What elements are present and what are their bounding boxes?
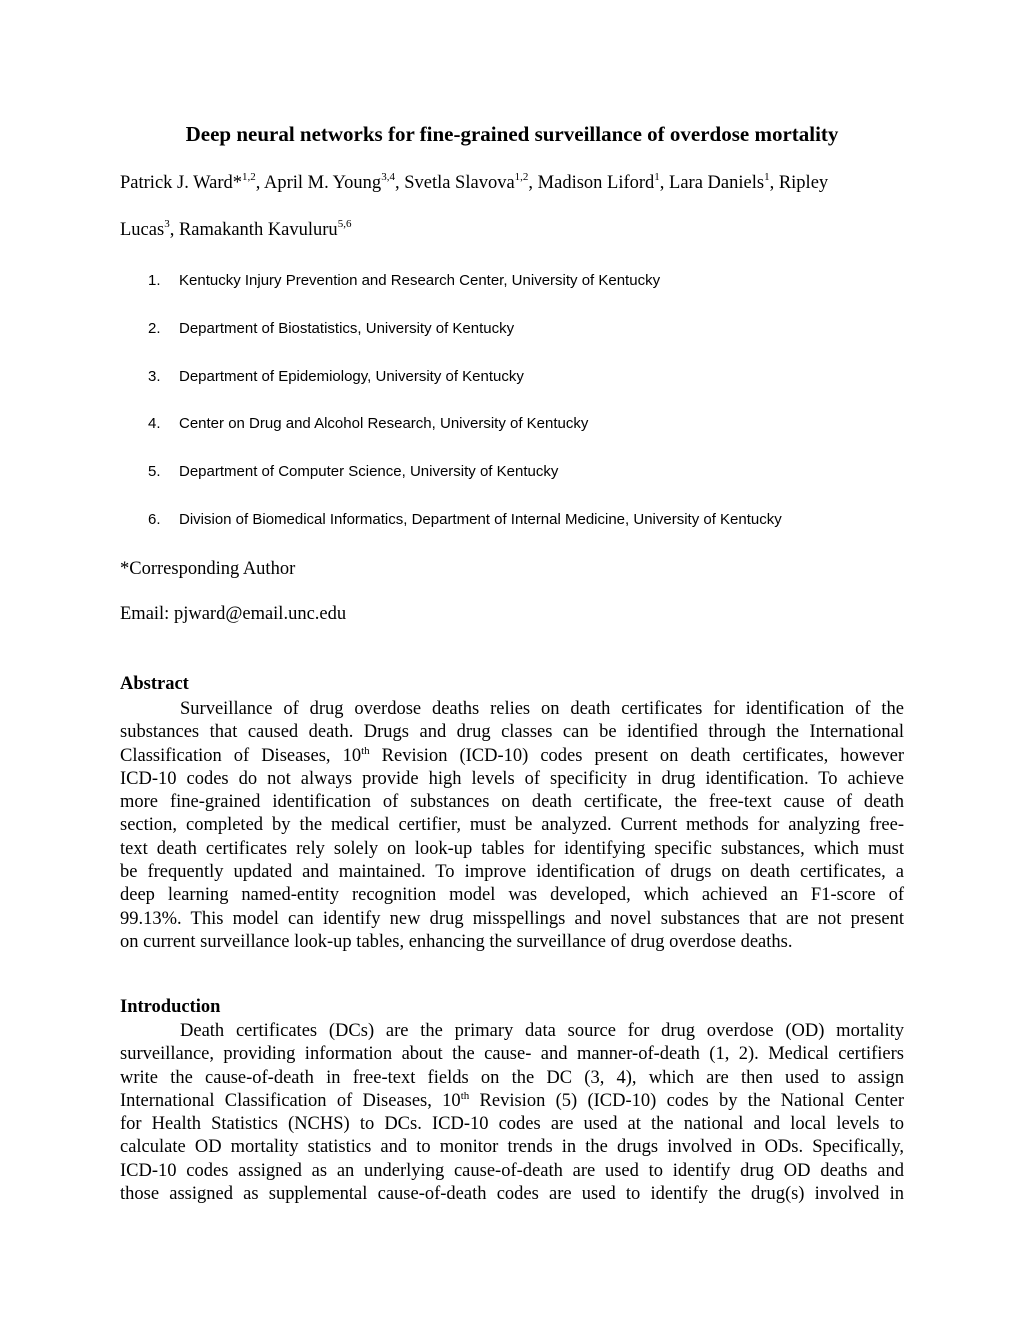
affiliation-item [148, 272, 660, 289]
abstract-line-text: Classification of Diseases, 10 [120, 745, 362, 766]
author-line-1 [120, 173, 910, 194]
introduction-line: write the cause-of-death in free-text fields on the DC (3, 4), which are then used to assign [120, 1067, 904, 1088]
introduction-heading: Introduction [120, 997, 221, 1017]
abstract-line: section, completed by the medical certifier, must be analyzed. Current methods for analyzing free- [120, 815, 904, 836]
introduction-line: calculate OD mortality statistics and to monitor trends in the drugs involved in ODs. Specifically, [120, 1137, 904, 1158]
introduction-line: for Health Statistics (NCHS) to DCs. ICD-10 codes are used at the national and local levels to [120, 1114, 904, 1135]
abstract-line: 99.13%. This model can identify new drug misspellings and novel substances that are not present [120, 908, 904, 929]
abstract-line-text: Revision (ICD-10) codes present on death certificates, however [369, 745, 905, 766]
introduction-line: those assigned as supplemental cause-of-death codes are used to identify the drug(s) involved in [120, 1184, 904, 1205]
author-line-2 [120, 220, 910, 241]
abstract-heading: Abstract [120, 674, 189, 694]
affiliation-item [148, 463, 558, 480]
affiliation-number: 5. [148, 463, 161, 480]
author-name: , April M. Young [255, 173, 382, 193]
affiliation-number: 3. [148, 368, 161, 385]
superscript: th [361, 744, 370, 757]
abstract-line: Surveillance of drug overdose deaths relies on death certificates for identification of the [180, 699, 904, 719]
abstract-line: ICD-10 codes do not always provide high levels of specificity in drug identification. To achieve [120, 768, 904, 789]
affiliation-item [148, 320, 514, 337]
paper-title: Deep neural networks for fine-grained surveillance of overdose mortality [185, 122, 839, 146]
author-affiliation-marker: 1,2 [514, 171, 529, 183]
affiliation-number: 6. [148, 511, 161, 528]
introduction-body [120, 1020, 904, 1206]
affiliation-text: Department of Computer Science, University of Kentucky [179, 463, 559, 480]
affiliation-number: 4. [148, 415, 161, 432]
affiliation-item [148, 368, 524, 385]
affiliation-item [148, 511, 782, 528]
abstract-line: deep learning named-entity recognition model was developed, which achieved an F1-score of [120, 885, 904, 906]
introduction-line-text: International Classification of Diseases, 10 [120, 1090, 461, 1111]
author-affiliation-marker: 5,6 [337, 218, 352, 230]
corresponding-author: *Corresponding Author [120, 559, 296, 579]
author-name: Patrick J. Ward* [120, 173, 242, 193]
introduction-line: ICD-10 codes assigned as an underlying cause-of-death are used to identify drug OD deaths and [120, 1160, 904, 1181]
author-name: , Svetla Slavova [394, 173, 515, 193]
introduction-line: surveillance, providing information about the cause- and manner-of-death (1, 2). Medical certifiers [120, 1044, 904, 1065]
author-email: Email: pjward@email.unc.edu [120, 604, 347, 624]
affiliation-item [148, 415, 588, 432]
author-name: , Madison Liford [528, 173, 655, 193]
abstract-line: be frequently updated and maintained. To improve identification of drugs on death certificates, a [120, 862, 904, 883]
abstract-line: on current surveillance look-up tables, enhancing the surveillance of drug overdose deaths. [120, 931, 793, 952]
affiliation-text: Department of Epidemiology, University of Kentucky [179, 368, 524, 385]
abstract-line: more fine-grained identification of substances on death certificate, the free-text cause of death [120, 792, 904, 813]
author-name: Lucas [120, 220, 165, 240]
introduction-line-text: Revision (5) (ICD-10) codes by the National Center [469, 1090, 905, 1111]
author-name: , Ripley [769, 173, 829, 193]
author-affiliation-marker: 1,2 [242, 171, 256, 183]
affiliation-number: 1. [148, 272, 161, 289]
abstract-line [120, 745, 904, 768]
affiliation-text: Division of Biomedical Informatics, Department of Internal Medicine, University of Kentucky [179, 511, 782, 528]
author-affiliation-marker: 3,4 [381, 171, 395, 183]
author-affiliation-marker: 3 [164, 218, 170, 230]
author-name: , Lara Daniels [659, 173, 765, 193]
author-affiliation-marker: 1 [654, 171, 660, 183]
superscript: th [460, 1089, 470, 1102]
affiliation-text: Kentucky Injury Prevention and Research Center, University of Kentucky [179, 272, 661, 289]
introduction-line: Death certificates (DCs) are the primary data source for drug overdose (OD) mortality [180, 1021, 904, 1041]
author-name: , Ramakanth Kavuluru [169, 220, 338, 240]
abstract-line: text death certificates rely solely on look-up tables for identifying specific substances, which must [120, 838, 904, 859]
affiliation-number: 2. [148, 320, 161, 337]
abstract-body [120, 698, 904, 954]
abstract-line: substances that caused death. Drugs and drug classes can be identified through the International [120, 722, 904, 743]
affiliation-text: Department of Biostatistics, University of Kentucky [179, 320, 515, 337]
author-affiliation-marker: 1 [764, 171, 770, 183]
affiliation-text: Center on Drug and Alcohol Research, University of Kentucky [179, 415, 589, 432]
introduction-line [120, 1090, 904, 1113]
